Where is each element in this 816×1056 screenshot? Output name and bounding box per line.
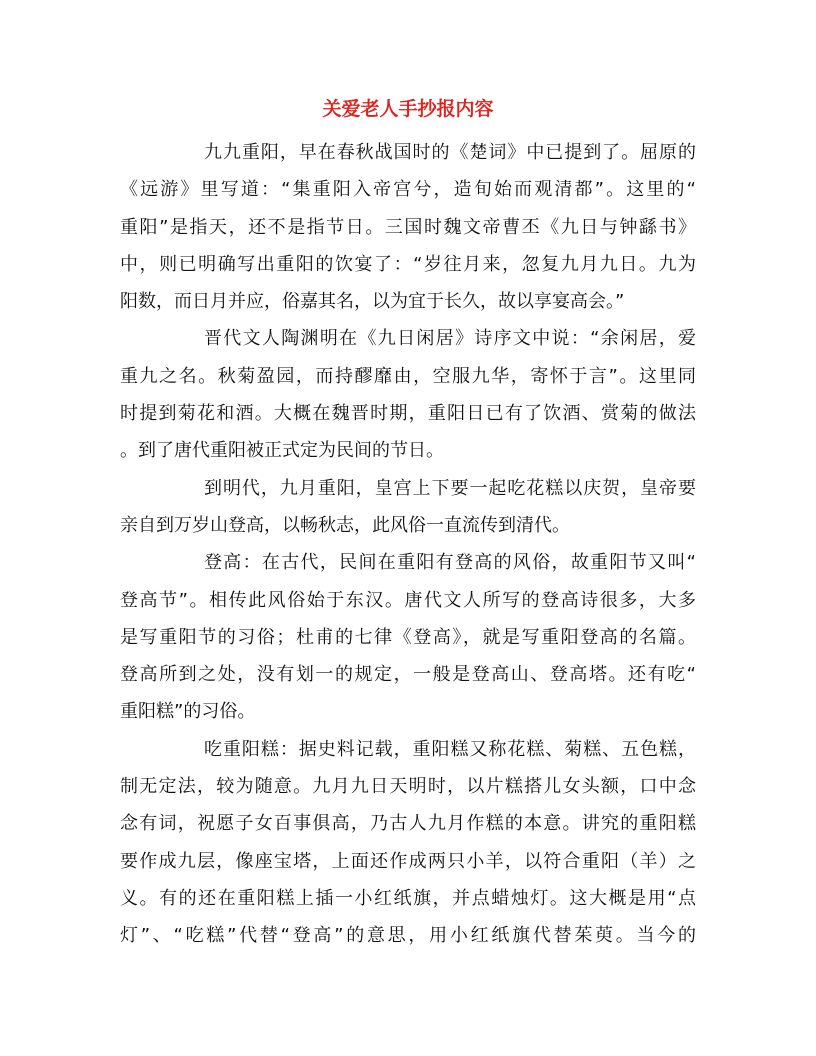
text-line: 阳数，而日月并应，俗嘉其名，以为宜于长久，故以享宴高会。” (120, 291, 625, 313)
paragraph-ming-dynasty (120, 470, 696, 545)
paragraph-double-ninth-origin (120, 134, 696, 320)
text-line: 重阳”是指天，还不是指节日。三国时魏文帝曹丕《九日与钟繇书》 (120, 216, 696, 238)
body-text (120, 134, 696, 955)
paragraph-chongyang-cake (120, 731, 696, 955)
paragraph-climbing (120, 544, 696, 730)
text-line: 制无定法，较为随意。九月九日天明时，以片糕搭儿女头额，口中念 (120, 776, 696, 798)
text-line: 重阳糕”的习俗。 (120, 701, 256, 723)
text-line: 。到了唐代重阳被正式定为民间的节日。 (120, 440, 444, 462)
text-line: 登高：在古代，民间在重阳有登高的风俗，故重阳节又叫“ (204, 552, 696, 574)
text-line: 灯”、“吃糕”代替“登高”的意思，用小红纸旗代替茱萸。当今的 (120, 925, 696, 947)
page-title: 关爱老人手抄报内容 (322, 98, 494, 120)
text-line: 中，则已明确写出重阳的饮宴了：“岁往月来，忽复九月九日。九为 (120, 253, 696, 275)
text-line: 要作成九层，像座宝塔，上面还作成两只小羊，以符合重阳（羊）之 (120, 850, 696, 872)
paragraph-tao-yuanming (120, 320, 696, 469)
text-line: 念有词，祝愿子女百事俱高，乃古人九月作糕的本意。讲究的重阳糕 (120, 813, 696, 835)
text-line: 是写重阳节的习俗；杜甫的七律《登高》，就是写重阳登高的名篇。 (120, 626, 696, 648)
text-line: 九九重阳，早在春秋战国时的《楚词》中已提到了。屈原的 (204, 142, 696, 163)
text-line: 到明代，九月重阳，皇宫上下要一起吃花糕以庆贺，皇帝要 (204, 477, 696, 499)
text-line: 晋代文人陶渊明在《九日闲居》诗序文中说：“余闲居，爱 (204, 328, 696, 350)
text-line: 登高所到之处，没有划一的规定，一般是登高山、登高塔。还有吃“ (120, 664, 696, 686)
text-line: 重九之名。秋菊盈园，而持醪靡由，空服九华，寄怀于言”。这里同 (120, 365, 696, 387)
text-line: 吃重阳糕：据史料记载，重阳糕又称花糕、菊糕、五色糕， (204, 738, 696, 760)
text-line: 亲自到万岁山登高，以畅秋志，此风俗一直流传到清代。 (120, 514, 570, 536)
text-line: 时提到菊花和酒。大概在魏晋时期，重阳日已有了饮酒、赏菊的做法 (120, 403, 696, 425)
text-line: 《远游》里写道：“集重阳入帝宫兮，造旬始而观清都”。这里的“ (120, 179, 696, 201)
text-line: 义。有的还在重阳糕上插一小红纸旗，并点蜡烛灯。这大概是用“点 (120, 887, 696, 909)
text-line: 登高节”。相传此风俗始于东汉。唐代文人所写的登高诗很多，大多 (120, 589, 696, 611)
